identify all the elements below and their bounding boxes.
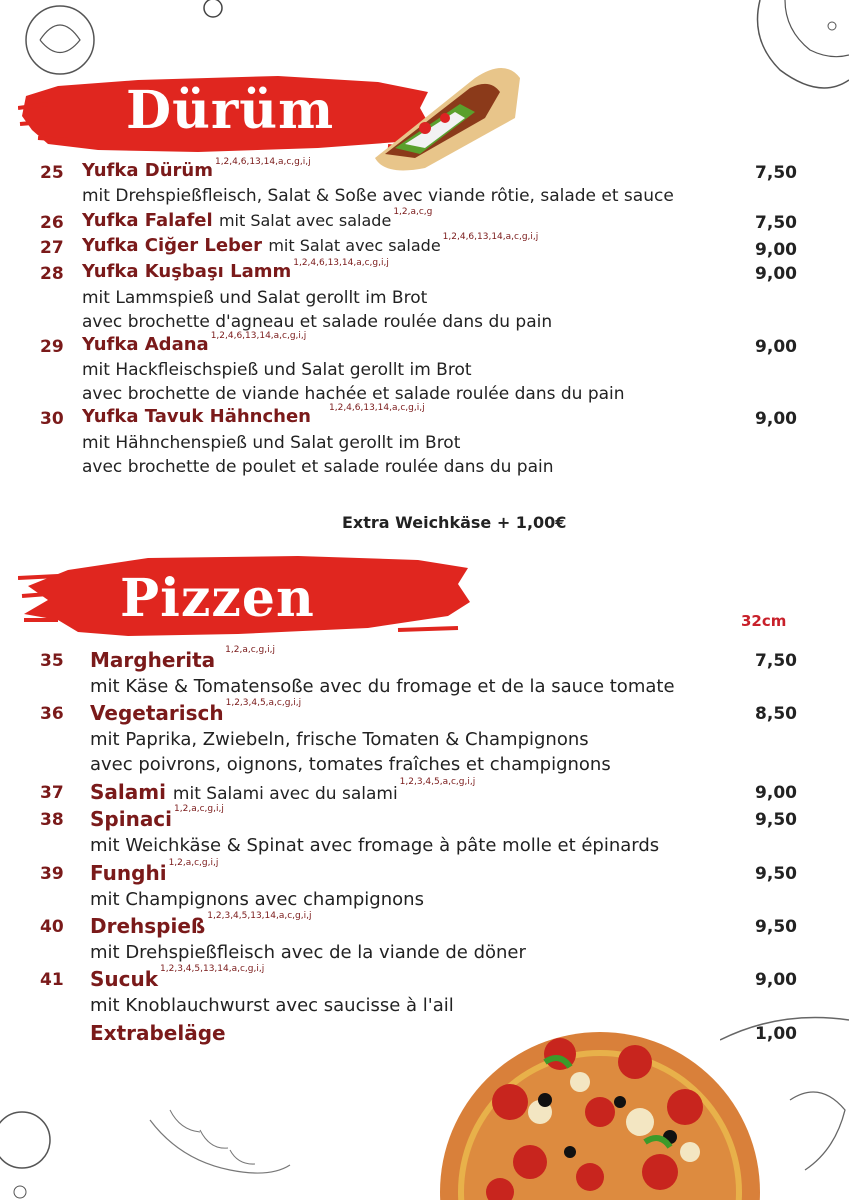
item-number: 36 [40, 704, 64, 724]
item-description: mit Champignons avec champignons [90, 889, 424, 910]
item-name: Margherita $^{1,2,a,c,g,i,j}$ [90, 645, 275, 672]
allergen-codes: 1,2,3,4,5,a,c,g,i,j [399, 777, 476, 787]
item-number: 39 [40, 864, 64, 884]
item-number: 38 [40, 810, 64, 830]
duerum-title: Dürüm [126, 80, 335, 141]
extra-toppings-name: Extrabeläge [90, 1021, 226, 1045]
item-description: avec poivrons, oignons, tomates fraîches et champignons [90, 754, 611, 775]
item-name: Yufka Adana $^{1,2,4,6,13,14,a,c,g,i,j}$ [82, 331, 307, 355]
item-name: Yufka Tavuk Hähnchen $^{1,2,4,6,13,14,a,c,g,i,j}$ [82, 403, 425, 427]
item-name: Salami mit Salami avec du salami$^{1,2,3,4,5,a,c,g,i,j}$ [90, 777, 476, 804]
item-number: 35 [40, 651, 64, 671]
allergen-codes: 1,2,4,6,13,14,a,c,g,i,j [329, 403, 425, 413]
item-number: 29 [40, 337, 64, 357]
item-name: Yufka Ciğer Leber mit Salat avec salade $^{1,2,4,6,13,14,a,c,g,i,j}$ [82, 232, 539, 256]
allergen-codes: 1,2,4,6,13,14,a,c,g,i,j [214, 157, 311, 167]
item-number: 40 [40, 917, 64, 937]
item-name: Spinaci $^{1,2,a,c,g,i,j}$ [90, 804, 224, 831]
item-description: mit Drehspießfleisch, Salat & Soße avec viande rôtie, salade et sauce [82, 186, 674, 206]
top-right-doodle [740, 0, 849, 110]
allergen-codes: 1,2,a,c,g,i,j [168, 858, 219, 868]
item-number: 26 [40, 213, 64, 233]
item-price: 9,00 [755, 264, 797, 284]
item-price: 9,50 [755, 864, 797, 884]
item-price: 8,50 [755, 704, 797, 724]
item-name: Yufka Dürüm $^{1,2,4,6,13,14,a,c,g,i,j}$ [82, 157, 311, 181]
allergen-codes: 1,2,4,6,13,14,a,c,g,i,j [210, 331, 307, 341]
allergen-codes: 1,2,4,6,13,14,a,c,g,i,j [442, 232, 539, 242]
allergen-codes: 1,2,a,c,g [393, 207, 433, 217]
item-name: Yufka Falafel mit Salat avec salade $^{1,2,a,c,g}$ [82, 207, 433, 231]
item-number: 41 [40, 970, 64, 990]
item-name: Drehspieß $^{1,2,3,4,5,13,14,a,c,g,i,j}$ [90, 911, 312, 938]
allergen-codes: 1,2,a,c,g,i,j [174, 804, 224, 814]
item-description: mit Hähnchenspieß und Salat gerollt im Brot [82, 433, 461, 453]
item-price: 9,00 [755, 970, 797, 990]
item-description: mit Käse & Tomatensoße avec du fromage et de la sauce tomate [90, 676, 675, 697]
item-name: Funghi $^{1,2,a,c,g,i,j}$ [90, 858, 219, 885]
item-name: Vegetarisch $^{1,2,3,4,5,a,c,g,i,j}$ [90, 698, 302, 725]
item-price: 9,00 [755, 783, 797, 803]
duerum-wrap-image [365, 58, 525, 176]
top-center-doodle [200, 0, 230, 24]
item-price: 9,00 [755, 337, 797, 357]
bottom-left-doodle [0, 1100, 330, 1200]
item-number: 25 [40, 163, 64, 183]
extra-toppings-price: 1,00 [755, 1024, 797, 1044]
item-price: 7,50 [755, 213, 797, 233]
item-price: 9,00 [755, 240, 797, 260]
item-number: 28 [40, 264, 64, 284]
item-description: mit Knoblauchwurst avec saucisse à l'ail [90, 995, 454, 1016]
item-name: Yufka Kuşbaşı Lamm $^{1,2,4,6,13,14,a,c,g,i,j}$ [82, 258, 389, 282]
item-description: avec brochette d'agneau et salade roulée dans du pain [82, 312, 553, 332]
item-description: mit Drehspießfleisch avec de la viande de döner [90, 942, 526, 963]
item-description: mit Lammspieß und Salat gerollt im Brot [82, 288, 428, 308]
item-price: 9,50 [755, 917, 797, 937]
item-name: Sucuk $^{1,2,3,4,5,13,14,a,c,g,i,j}$ [90, 964, 265, 991]
item-description: mit Hackfleischspieß und Salat gerollt im Brot [82, 360, 472, 380]
item-description: avec brochette de poulet et salade roulée dans du pain [82, 457, 554, 477]
pizza-image [440, 992, 760, 1200]
pizzen-title: Pizzen [120, 568, 315, 629]
item-price: 9,00 [755, 409, 797, 429]
item-price: 7,50 [755, 651, 797, 671]
item-price: 7,50 [755, 163, 797, 183]
allergen-codes: 1,2,3,4,5,13,14,a,c,g,i,j [207, 911, 312, 921]
item-number: 30 [40, 409, 64, 429]
item-number: 27 [40, 238, 64, 258]
allergen-codes: 1,2,3,4,5,13,14,a,c,g,i,j [160, 964, 265, 974]
allergen-codes: 1,2,4,6,13,14,a,c,g,i,j [293, 258, 389, 268]
extra-cheese-note: Extra Weichkäse + 1,00€ [342, 513, 567, 532]
item-price: 9,50 [755, 810, 797, 830]
allergen-codes: 1,2,a,c,g,i,j [225, 645, 275, 655]
item-number: 37 [40, 783, 64, 803]
item-description: avec brochette de viande hachée et salade roulée dans du pain [82, 384, 625, 404]
allergen-codes: 1,2,3,4,5,a,c,g,i,j [225, 698, 302, 708]
item-description: mit Weichkäse & Spinat avec fromage à pâte molle et épinards [90, 835, 660, 856]
item-description: mit Paprika, Zwiebeln, frische Tomaten & Champignons [90, 729, 589, 750]
pizza-size-label: 32cm [741, 612, 787, 630]
